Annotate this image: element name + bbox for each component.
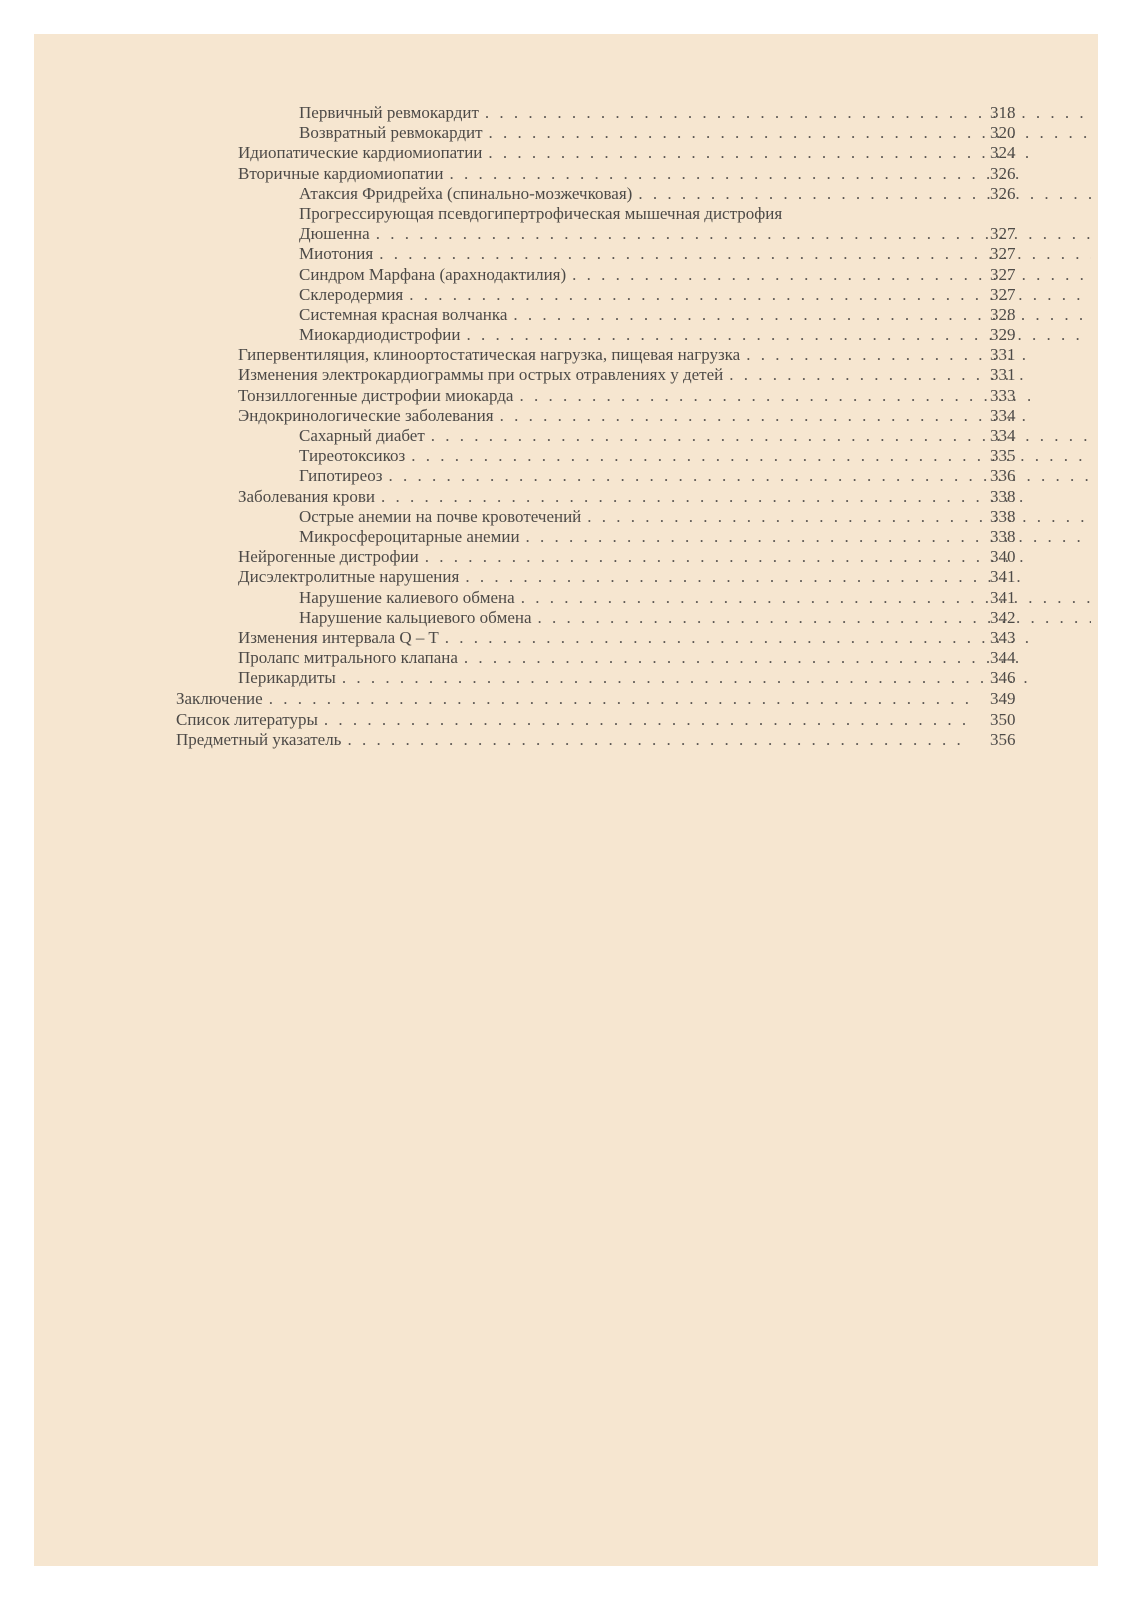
- toc-entry-page: 327: [990, 264, 1016, 284]
- toc-entry: [176, 164, 1032, 184]
- toc-entry: [176, 507, 1032, 527]
- toc-entry-page: 327: [990, 224, 1016, 244]
- leader-dots: [519, 386, 1030, 406]
- leader-dots: [269, 689, 968, 709]
- toc-entry-title: Возвратный ревмокардит: [299, 123, 483, 143]
- leader-dots: [376, 224, 1091, 244]
- toc-entry-page: 318: [990, 103, 1016, 122]
- leader-dots: [465, 567, 1030, 587]
- toc-entry: [176, 325, 1032, 345]
- toc-entry-title: Тиреотоксикоз: [299, 446, 406, 466]
- toc-entry-title: Заболевания крови: [238, 486, 376, 506]
- toc-entry-page: 320: [990, 123, 1016, 143]
- toc-entry: [176, 386, 1032, 406]
- toc-entry-title: Список литературы: [176, 709, 318, 729]
- toc-entry: [176, 648, 1032, 668]
- toc-entry-title: Вторичные кардиомиопатии: [238, 163, 444, 183]
- toc-entry-title: Эндокринологические заболевания: [238, 405, 494, 425]
- toc-entry: [176, 710, 1032, 730]
- toc-entry-page: 331: [990, 345, 1016, 365]
- toc-entry: [176, 628, 1032, 648]
- toc-entry-title: Дисэлектролитные нарушения: [238, 567, 460, 587]
- toc-entry-title: Острые анемии на почве кровотечений: [299, 506, 582, 526]
- toc-entry-title: Миотония: [299, 244, 374, 264]
- toc-entry: [176, 123, 1032, 143]
- toc-entry: [176, 547, 1032, 567]
- leader-dots: [445, 628, 1030, 648]
- toc-entry-title: Предметный указатель: [176, 729, 342, 749]
- leader-dots: [500, 406, 1030, 426]
- toc-entry: [176, 608, 1032, 628]
- toc-entry-page: 344: [990, 648, 1016, 668]
- leader-dots: [347, 730, 968, 750]
- leader-dots: [342, 668, 1030, 688]
- toc-entry-title: Нейрогенные дистрофии: [238, 547, 419, 567]
- leader-dots: [409, 285, 1091, 305]
- leader-dots: [746, 345, 1030, 365]
- toc-entry-title: Первичный ревмокардит: [299, 103, 479, 122]
- toc-entry-page: 329: [990, 325, 1016, 345]
- toc-entry-title: Склеродермия: [299, 284, 404, 304]
- toc-entry-title: Системная красная волчанка: [299, 304, 508, 324]
- toc-entry-page: 346: [990, 668, 1016, 688]
- toc-entry-wrapped-line1: [176, 204, 1032, 224]
- toc-entry: [176, 466, 1032, 486]
- toc-entry: [176, 406, 1032, 426]
- leader-dots: [488, 143, 1030, 163]
- toc-entry-page: 328: [990, 304, 1016, 324]
- leader-dots: [388, 466, 1091, 486]
- toc-entry-title: Гипервентиляция, клиноортостатическая нагрузка, пищевая нагрузка: [238, 345, 741, 365]
- toc-entry-page: 324: [990, 143, 1016, 163]
- toc-entry: [176, 184, 1032, 204]
- toc-entry-title: Заключение: [176, 689, 263, 709]
- toc-entry: [176, 224, 1032, 244]
- toc-entry-page: 338: [990, 526, 1016, 546]
- toc-entry-title: Перикардиты: [238, 668, 336, 688]
- toc-entry-title: Тонзиллогенные дистрофии миокарда: [238, 385, 514, 405]
- toc-entry-title: Прогрессирующая псевдогипертрофическая мышечная дистрофия: [299, 203, 783, 223]
- toc-entry-page: 333: [990, 385, 1016, 405]
- toc-entry-page: 327: [990, 244, 1016, 264]
- leader-dots: [381, 487, 1030, 507]
- toc-entry: [176, 103, 1032, 123]
- toc-entry-page: 342: [990, 607, 1016, 627]
- toc-entry-page: 356: [990, 729, 1016, 749]
- toc-entry: [176, 285, 1032, 305]
- toc-entry: [176, 244, 1032, 264]
- toc-entry: [176, 265, 1032, 285]
- toc-entry-page: 341: [990, 567, 1016, 587]
- toc-entry-title: Синдром Марфана (арахнодактилия): [299, 264, 567, 284]
- toc-entry: [176, 527, 1032, 547]
- toc-entry-page: 338: [990, 506, 1016, 526]
- toc-entry: [176, 305, 1032, 325]
- toc-entry: [176, 446, 1032, 466]
- toc-entry-page: 350: [990, 709, 1016, 729]
- toc-entry-title: Изменения электрокардиограммы при острых отравлениях у детей: [238, 365, 724, 385]
- toc-entry-title: Нарушение калиевого обмена: [299, 587, 515, 607]
- toc-entry-title: Микросфероцитарные анемии: [299, 526, 520, 546]
- toc-entry-page: 343: [990, 627, 1016, 647]
- toc-entry-page: 331: [990, 365, 1016, 385]
- toc-entry: [176, 487, 1032, 507]
- toc-entry-title: Атаксия Фридрейха (спинально-мозжечковая): [299, 183, 633, 203]
- toc-entry-page: 327: [990, 284, 1016, 304]
- table-of-contents: [176, 103, 1032, 750]
- toc-entry: [176, 588, 1032, 608]
- toc-entry-title: Дюшенна: [299, 224, 370, 244]
- leader-dots: [425, 547, 1030, 567]
- toc-entry: [176, 345, 1032, 365]
- toc-entry-page: 335: [990, 446, 1016, 466]
- toc-entry-title: Гипотиреоз: [299, 466, 383, 486]
- leader-dots: [379, 244, 1091, 264]
- leader-dots: [729, 365, 1030, 385]
- toc-entry-title: Нарушение кальциевого обмена: [299, 607, 532, 627]
- toc-entry-title: Сахарный диабет: [299, 426, 425, 445]
- toc-entry-page: 336: [990, 466, 1016, 486]
- toc-entry: [176, 365, 1032, 385]
- toc-entry: [176, 567, 1032, 587]
- toc-entry: [176, 143, 1032, 163]
- toc-entry-page: 326: [990, 183, 1016, 203]
- leader-dots: [464, 648, 1030, 668]
- leader-dots: [449, 164, 1030, 184]
- toc-entry-title: Идиопатические кардиомиопатии: [238, 143, 483, 163]
- toc-entry-title: Миокардиодистрофии: [299, 325, 461, 345]
- toc-entry: [176, 426, 1032, 446]
- toc-entry-title: Пролапс митрального клапана: [238, 648, 458, 668]
- toc-entry-page: 334: [990, 405, 1016, 425]
- toc-entry-page: 326: [990, 163, 1016, 183]
- toc-entry: [176, 689, 1032, 709]
- leader-dots: [324, 710, 968, 730]
- toc-entry-page: 338: [990, 486, 1016, 506]
- toc-entry: [176, 668, 1032, 688]
- toc-entry-page: 349: [990, 689, 1016, 709]
- toc-entry: [176, 730, 1032, 750]
- toc-entry-page: 334: [990, 426, 1016, 445]
- toc-entry-title: Изменения интервала Q – T: [238, 627, 439, 647]
- toc-entry-page: 340: [990, 547, 1016, 567]
- toc-entry-page: 341: [990, 587, 1016, 607]
